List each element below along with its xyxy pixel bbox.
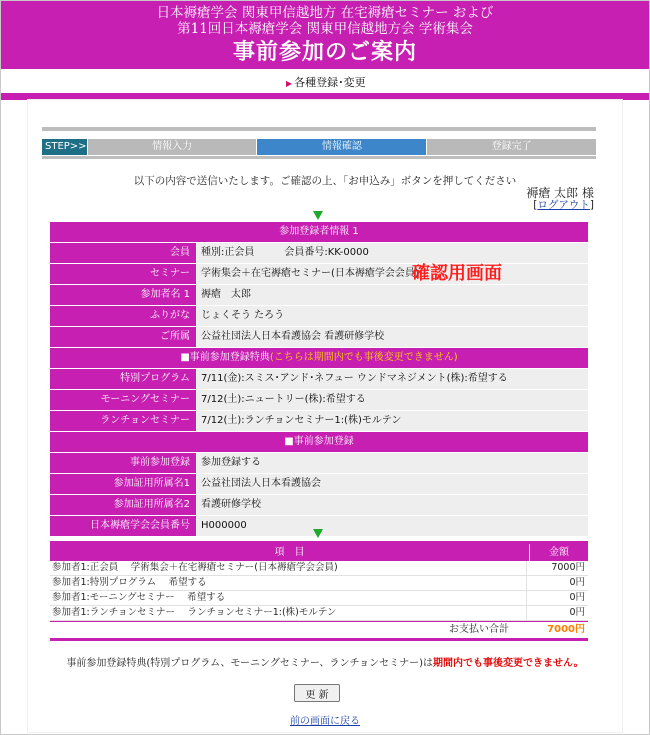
- page-title: 事前参加のご案内: [232, 40, 417, 65]
- arrow-down-icon: [313, 529, 323, 538]
- participant-row: [50, 243, 588, 263]
- total-value: 7000円: [547, 624, 585, 635]
- steps-top-rule: [42, 127, 596, 131]
- section-header-benefit: [50, 348, 588, 368]
- amount-line: [50, 561, 588, 576]
- benefit-rows: [50, 369, 588, 431]
- total-label: お支払い合計: [449, 624, 509, 635]
- footer-note-text: 事前参加登録特典(特別プログラム、モーニングセミナー、ランチョンセミナー)は: [66, 658, 434, 669]
- amount-line: [50, 576, 588, 591]
- prereg-label: 日本褥瘡学会会員番号: [50, 516, 196, 536]
- arrow-down-icon: [313, 211, 323, 220]
- participant-rows: [50, 243, 588, 347]
- prereg-value: 公益社団法人日本看護協会: [197, 474, 588, 494]
- section-header-participant: 参加登録者情報 1: [50, 222, 588, 242]
- section-header-prereg: ■事前参加登録: [50, 432, 588, 452]
- participant-label: ふりがな: [50, 306, 196, 326]
- participant-row: [50, 327, 588, 347]
- amount-line: [50, 591, 588, 606]
- back-container: [0, 712, 650, 727]
- prereg-value: H000000: [197, 516, 588, 536]
- step-confirm: 情報確認: [256, 139, 426, 155]
- amount-price: 0円: [526, 606, 588, 620]
- participant-info-table: [50, 222, 588, 537]
- benefit-value: 7/11(金):スミス･アンド･ネフュー ウンドマネジメント(株):希望する: [197, 369, 588, 389]
- amount-table-header: [50, 541, 588, 561]
- prereg-label: 事前参加登録: [50, 453, 196, 473]
- participant-row: [50, 285, 588, 305]
- benefit-label: モーニングセミナー: [50, 390, 196, 410]
- benefit-head-label: ■事前参加登録特典: [180, 352, 270, 363]
- benefit-value: 7/12(土):ニュートリー(株):希望する: [197, 390, 588, 410]
- step-indicator: [42, 139, 596, 155]
- participant-label: 会員: [50, 243, 196, 263]
- participant-label: セミナー: [50, 264, 196, 284]
- amount-item: 参加者1:モーニングセミナー 希望する: [52, 592, 226, 603]
- benefit-label: ランチョンセミナー: [50, 411, 196, 431]
- participant-label: ご所属: [50, 327, 196, 347]
- amount-price: 0円: [526, 591, 588, 605]
- prereg-row: [50, 495, 588, 515]
- site-header: [1, 1, 649, 69]
- user-name: 褥瘡 太郎 様: [526, 186, 594, 200]
- participant-value: じょくそう たろう: [197, 306, 588, 326]
- benefit-label: 特別プログラム: [50, 369, 196, 389]
- nav-item-label: 各種登録･変更: [294, 76, 366, 89]
- col-price-header: 金額: [529, 544, 588, 561]
- participant-value: 褥瘡 太郎: [197, 285, 588, 305]
- prereg-value: 参加登録する: [197, 453, 588, 473]
- update-button[interactable]: 更 新: [294, 684, 340, 702]
- step-label: STEP>>: [42, 139, 87, 155]
- header-line-2: 第11回日本褥瘡学会 関東甲信越地方会 学術集会: [177, 21, 473, 37]
- participant-row: [50, 264, 588, 284]
- benefit-value: 7/12(土):ランチョンセミナー1:(株)モルテン: [197, 411, 588, 431]
- participant-row: [50, 306, 588, 326]
- amount-price: 7000円: [526, 561, 588, 575]
- total-row: [50, 622, 588, 641]
- back-link[interactable]: 前の画面に戻る: [290, 716, 360, 727]
- amount-line: [50, 606, 588, 621]
- footer-note-warning: 期間内でも事後変更できません。: [433, 658, 584, 669]
- participant-value: 種別:正会員 会員番号:KK-0000: [197, 243, 588, 263]
- prereg-row: [50, 453, 588, 473]
- prereg-label: 参加証用所属名2: [50, 495, 196, 515]
- nav-item-registration[interactable]: [286, 74, 366, 90]
- confirmation-stamp: 確認用画面: [412, 263, 502, 284]
- prereg-rows: [50, 453, 588, 536]
- intro-text: 以下の内容で送信いたします。ご確認の上、「お申込み」ボタンを押してください: [133, 175, 517, 187]
- participant-value: 学術集会＋在宅褥瘡セミナー(日本褥瘡学会会員): [197, 264, 588, 284]
- footer-note: [0, 654, 650, 669]
- logout-container: [ログアウト]: [533, 199, 594, 211]
- amount-lines: [50, 561, 588, 622]
- header-divider: [1, 93, 649, 100]
- amount-price: 0円: [526, 576, 588, 590]
- benefit-head-note: (こちらは期間内でも事後変更できません): [269, 352, 458, 363]
- col-item-header: 項 目: [274, 547, 305, 558]
- nav-bar: [1, 69, 649, 93]
- header-line-1: 日本褥瘡学会 関東甲信越地方 在宅褥瘡セミナー および: [156, 5, 494, 21]
- logout-link[interactable]: ログアウト: [537, 199, 590, 211]
- benefit-row: [50, 369, 588, 389]
- amount-item: 参加者1:正会員 学術集会＋在宅褥瘡セミナー(日本褥瘡学会会員): [52, 562, 338, 573]
- prereg-label: 参加証用所属名1: [50, 474, 196, 494]
- step-input: 情報入力: [87, 139, 257, 155]
- step-complete: 登録完了: [426, 139, 596, 155]
- benefit-row: [50, 390, 588, 410]
- amount-item: 参加者1:特別プログラム 希望する: [52, 577, 207, 588]
- participant-label: 参加者名 1: [50, 285, 196, 305]
- prereg-row: [50, 474, 588, 494]
- amount-table: [50, 541, 588, 641]
- benefit-row: [50, 411, 588, 431]
- participant-value: 公益社団法人日本看護協会 看護研修学校: [197, 327, 588, 347]
- triangle-right-icon: ▶: [286, 79, 293, 88]
- steps-bottom-rule: [42, 156, 596, 159]
- amount-item: 参加者1:ランチョンセミナー ランチョンセミナー1:(株)モルテン: [52, 607, 337, 618]
- prereg-value: 看護研修学校: [197, 495, 588, 515]
